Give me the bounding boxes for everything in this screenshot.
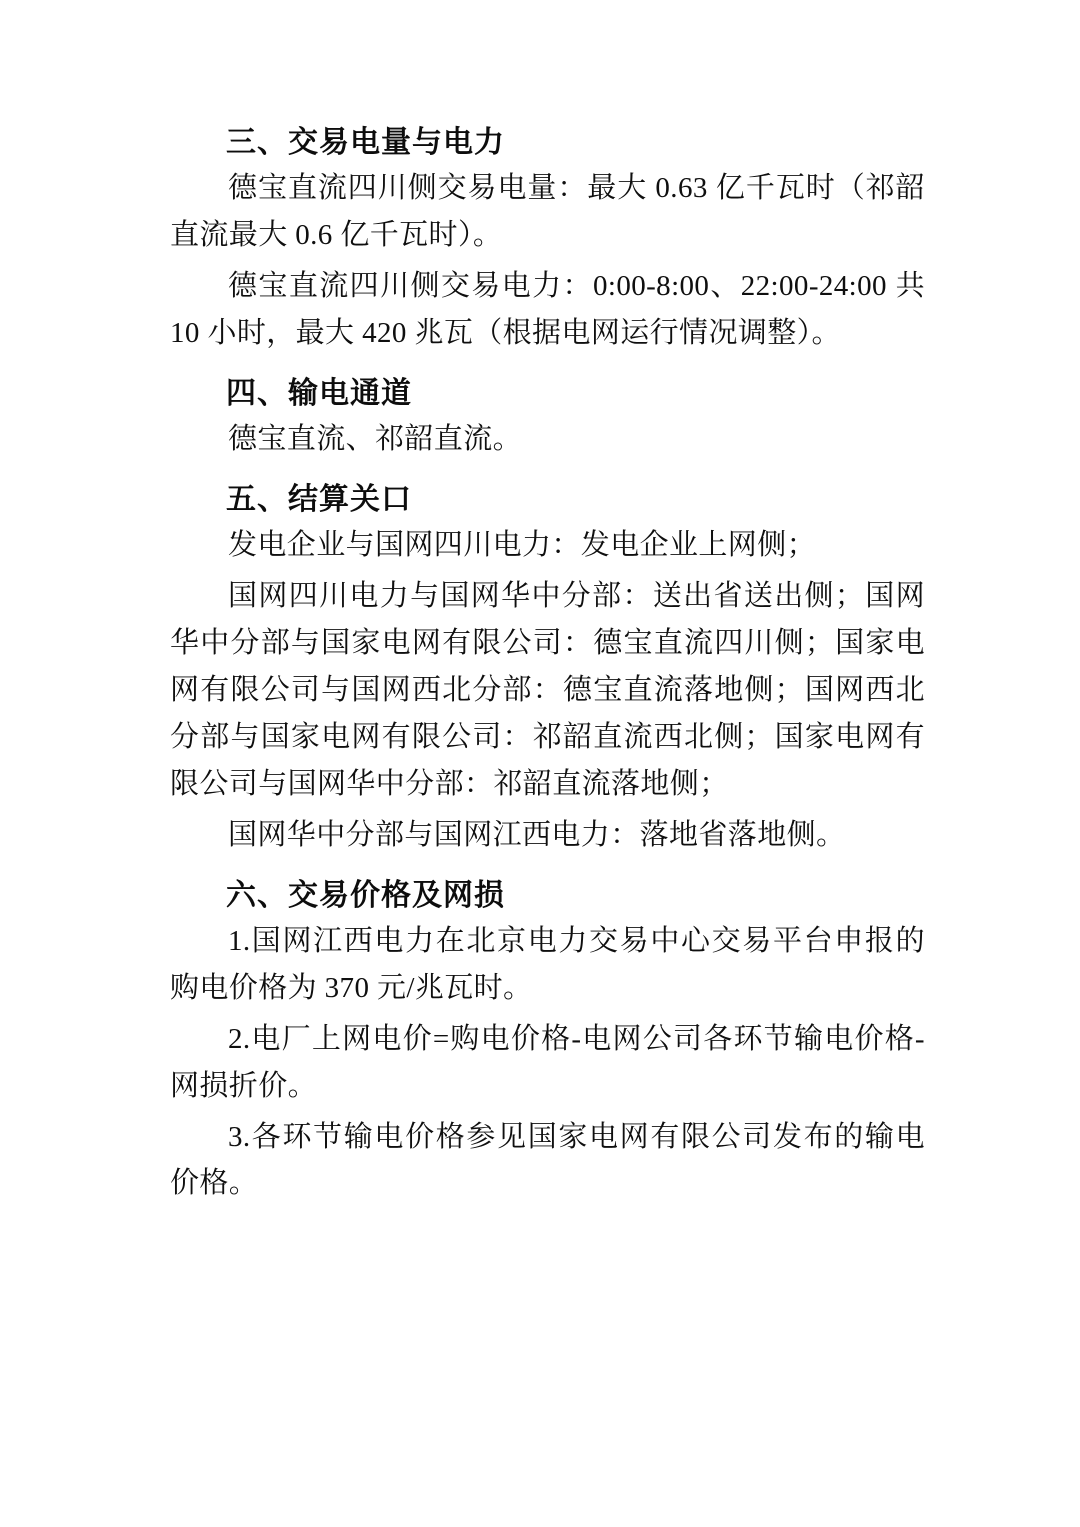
section-price-and-loss — [170, 873, 925, 1208]
paragraph: 德宝直流、祁韶直流。 — [228, 422, 523, 455]
section-heading: 三、交易电量与电力 — [226, 125, 505, 160]
section-settlement-gateway — [170, 477, 925, 859]
paragraph: 国网四川电力与国网华中分部：送出省送出侧；国网华中分部与国家电网有限公司：德宝直流四川侧；国家电网有限公司与国网西北分部：德宝直流落地侧；国网西北分部与国家电网有限公司：祁韶直流西北侧；国家电网有限公司与国网华中分部：祁韶直流落地侧； — [170, 579, 925, 800]
paragraph: 德宝直流四川侧交易电力：0:00-8:00、22:00-24:00 共 10 小时，最大 420 兆瓦（根据电网运行情况调整）。 — [170, 269, 925, 349]
section-transmission-channel — [170, 371, 925, 463]
section-heading: 五、结算关口 — [226, 481, 412, 517]
section-heading: 六、交易价格及网损 — [226, 877, 505, 913]
paragraph: 发电企业与国网四川电力：发电企业上网侧； — [228, 528, 817, 561]
paragraph: 德宝直流四川侧交易电量：最大 0.63 亿千瓦时（祁韶直流最大 0.6 亿千瓦时）。 — [170, 172, 925, 251]
paragraph: 国网华中分部与国网江西电力：落地省落地侧。 — [228, 818, 846, 851]
paragraph: 1.国网江西电力在北京电力交易中心交易平台申报的购电价格为 370 元/兆瓦时。 — [170, 924, 925, 1004]
section-heading: 四、输电通道 — [226, 375, 412, 411]
document-body — [170, 120, 925, 1207]
paragraph: 3.各环节输电价格参见国家电网有限公司发布的输电价格。 — [170, 1120, 925, 1200]
section-transaction-volume-power — [170, 120, 925, 357]
paragraph: 2.电厂上网电价=购电价格-电网公司各环节输电价格-网损折价。 — [170, 1022, 925, 1102]
